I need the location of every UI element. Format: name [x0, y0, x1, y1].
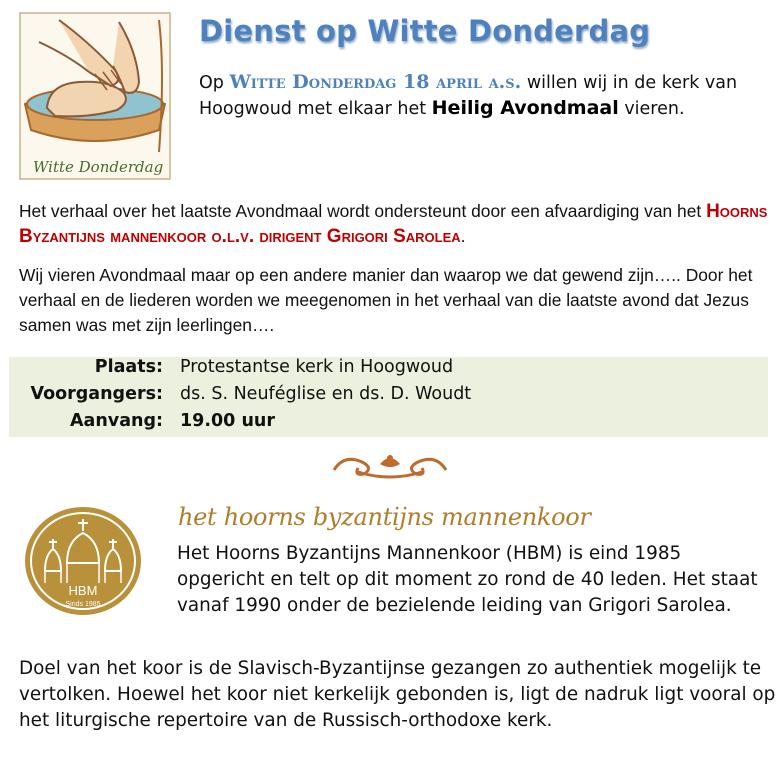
doel-paragraph: Doel van het koor is de Slavisch-Byzantijnse gezangen zo authentiek mogelijk te vertolken. Hoewel het koor niet kerkelijk gebonden is, ligt de nadruk ligt vooral op het liturgische repertoire van de Russisch-orthodoxe kerk. — [19, 658, 776, 731]
koor-script-title: het hoorns byzantijns mannenkoor — [178, 503, 591, 531]
info-row-plaats — [9, 357, 768, 382]
hbm-emblem — [23, 505, 143, 617]
story-line: Het verhaal over het laatste Avondmaal wordt ondersteunt door een afvaardiging van het — [19, 201, 707, 221]
aanvang-value: 19.00 uur — [180, 411, 275, 431]
plaats-value: Protestantse kerk in Hoogwoud — [180, 357, 454, 377]
intro-middle: willen wij in de kerk van Hoogwoud met elkaar het — [199, 73, 738, 119]
koor-name: Hoorns Byzantijns mannenkoor o.l.v. dirigent Grigori Sarolea — [19, 201, 768, 247]
intro-paragraph — [199, 70, 774, 122]
info-row-voorgangers — [9, 384, 768, 409]
story-paragraph — [19, 199, 779, 249]
story-paragraph-2: Wij vieren Avondmaal maar op een andere manier dan waarop we dat gewend zijn….. Door het verhaal en de liederen worden we meegenomen in het verhaal van die laatste avond dat Jezus samen was met zijn leerlingen…. — [19, 265, 753, 335]
foot-washing-illustration — [19, 12, 171, 180]
intro-date: Witte Donderdag 18 april a.s. — [229, 71, 522, 93]
intro-end: vieren. — [618, 99, 685, 119]
swirl-ornament-icon — [330, 448, 450, 488]
info-box — [9, 357, 768, 437]
hbm-logo-text: HBM — [68, 583, 98, 598]
intro-heilig-avondmaal: Heilig Avondmaal — [431, 97, 619, 119]
witte-donderdag-logo — [19, 12, 171, 180]
info-row-aanvang — [9, 411, 768, 436]
page-title: Dienst op Witte Donderdag — [199, 14, 651, 48]
voorgangers-label: Voorgangers: — [30, 384, 163, 404]
hbm-paragraph: Het Hoorns Byzantijns Mannenkoor (HBM) is eind 1985 opgericht en telt op dit moment zo rond de 40 leden. Het staat vanaf 1990 onder de bezielende leiding van Grigori Sarolea. — [177, 543, 758, 616]
plaats-label: Plaats: — [94, 357, 163, 377]
story-period: . — [460, 226, 466, 246]
logo-caption: Witte Donderdag — [33, 158, 164, 176]
voorgangers-value: ds. S. Neuféglise en ds. D. Woudt — [180, 384, 472, 404]
hbm-logo-subtext: Sinds 1985 — [65, 601, 101, 608]
ornament-divider — [330, 448, 450, 488]
hbm-logo — [23, 505, 143, 617]
intro-op: Op — [199, 73, 230, 93]
aanvang-label: Aanvang: — [69, 411, 163, 431]
